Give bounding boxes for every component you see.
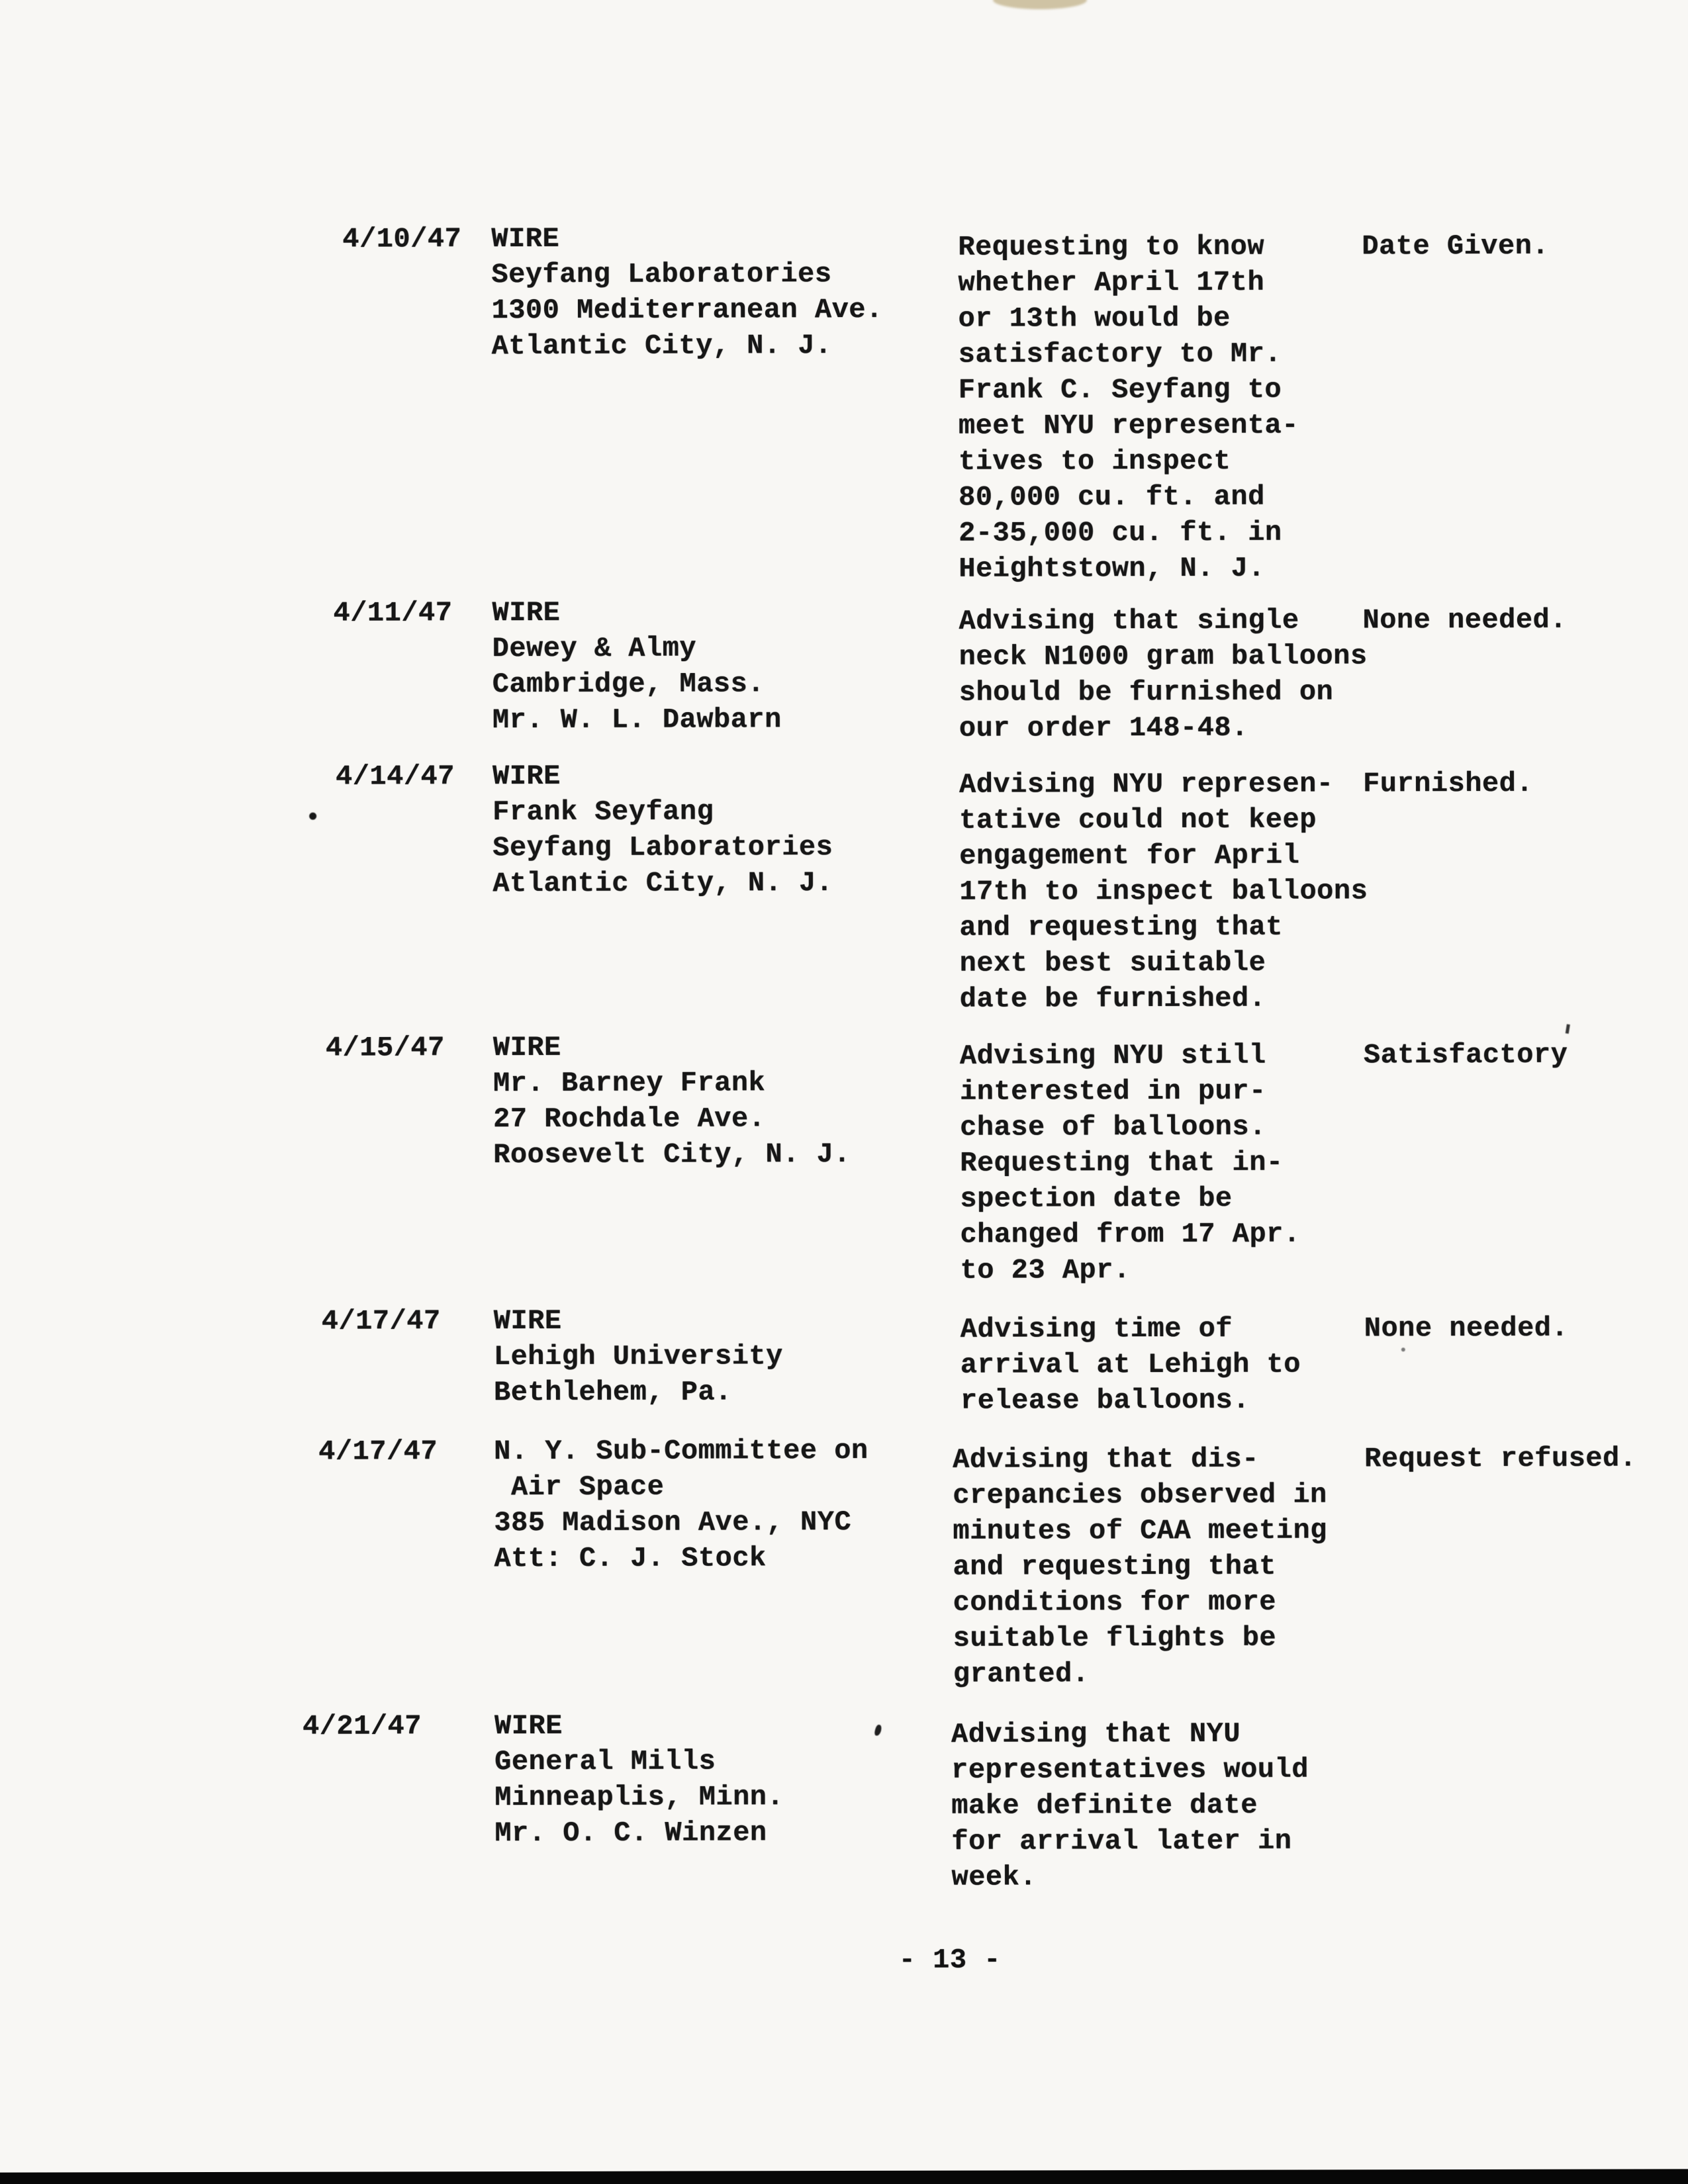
entry-date: 4/10/47: [342, 223, 462, 255]
entry-description: Advising that NYU representatives would make definite date for arrival later in week.: [951, 1717, 1309, 1893]
wire-log-entry: [1, 1431, 1688, 1690]
entry-description: Requesting to know whether April 17th or 13th would be satisfactory to Mr. Frank C. Seyfang to meet NYU representa- tives to inspect 80,000 cu. ft. and 2-35,000 cu. ft. in Heightstown, N. J.: [958, 230, 1299, 585]
entry-description: Advising time of arrival at Lehigh to release balloons.: [960, 1312, 1301, 1417]
wire-log-entry: [1, 1706, 1688, 1893]
entry-recipient: WIRE Seyfang Laboratories 1300 Mediterranean Ave. Atlantic City, N. J.: [491, 222, 883, 363]
scan-artifact-tick: [1566, 1024, 1570, 1034]
entry-date: 4/11/47: [333, 597, 453, 629]
wire-log-entry: [0, 1027, 1688, 1287]
entry-recipient: WIRE Dewey & Almy Cambridge, Mass. Mr. W. L. Dawbarn: [492, 596, 782, 737]
entry-description: Advising that single neck N1000 gram balloons should be furnished on our order 148-48.: [959, 604, 1368, 745]
entry-recipient: N. Y. Sub-Committee on Air Space 385 Madison Ave., NYC Att: C. J. Stock: [494, 1434, 868, 1575]
entry-recipient: WIRE Mr. Barney Frank 27 Rochdale Ave. Roosevelt City, N. J.: [492, 1031, 851, 1171]
scan-artifact-dot: [309, 813, 316, 820]
entry-date: 4/21/47: [302, 1710, 422, 1743]
wire-log-entry: [0, 756, 1687, 1015]
scan-artifact-mark: [874, 1724, 882, 1737]
entry-date: 4/14/47: [335, 760, 455, 793]
entry-description: Advising that dis- crepancies observed in minutes of CAA meeting and requesting that conditions for more suitable flights be granted.: [953, 1443, 1327, 1690]
entry-response: Request refused.: [1364, 1442, 1637, 1475]
entry-recipient: WIRE Lehigh University Bethlehem, Pa.: [493, 1304, 783, 1409]
entry-response: None needed.: [1364, 1312, 1569, 1345]
wire-log-entry: [0, 592, 1687, 745]
entry-date: 4/17/47: [318, 1435, 438, 1468]
entry-response: None needed.: [1362, 604, 1568, 637]
page-number: - 13 -: [898, 1944, 1002, 1976]
wire-log-entry: [1, 1300, 1688, 1417]
entry-description: Advising NYU still interested in pur- chase of balloons. Requesting that in- spection date be changed from 17 Apr. to 23 Apr.: [959, 1039, 1301, 1287]
entry-response: Satisfactory: [1363, 1038, 1568, 1071]
entry-recipient: WIRE Frank Seyfang Seyfang Laboratories Atlantic City, N. J.: [492, 760, 833, 900]
scan-artifact-dot: [1401, 1347, 1405, 1351]
entry-date: 4/15/47: [325, 1032, 445, 1064]
entry-response: Date Given.: [1362, 230, 1550, 263]
wire-log-entry: [0, 218, 1686, 585]
entry-date: 4/17/47: [321, 1305, 441, 1338]
entry-description: Advising NYU represen- tative could not keep engagement for April 17th to inspect balloons and requesting that next best suitable date be furnished.: [959, 768, 1368, 1015]
entry-response: Furnished.: [1362, 767, 1534, 800]
entry-recipient: WIRE General Mills Minneaplis, Minn. Mr. O. C. Winzen: [494, 1709, 784, 1850]
